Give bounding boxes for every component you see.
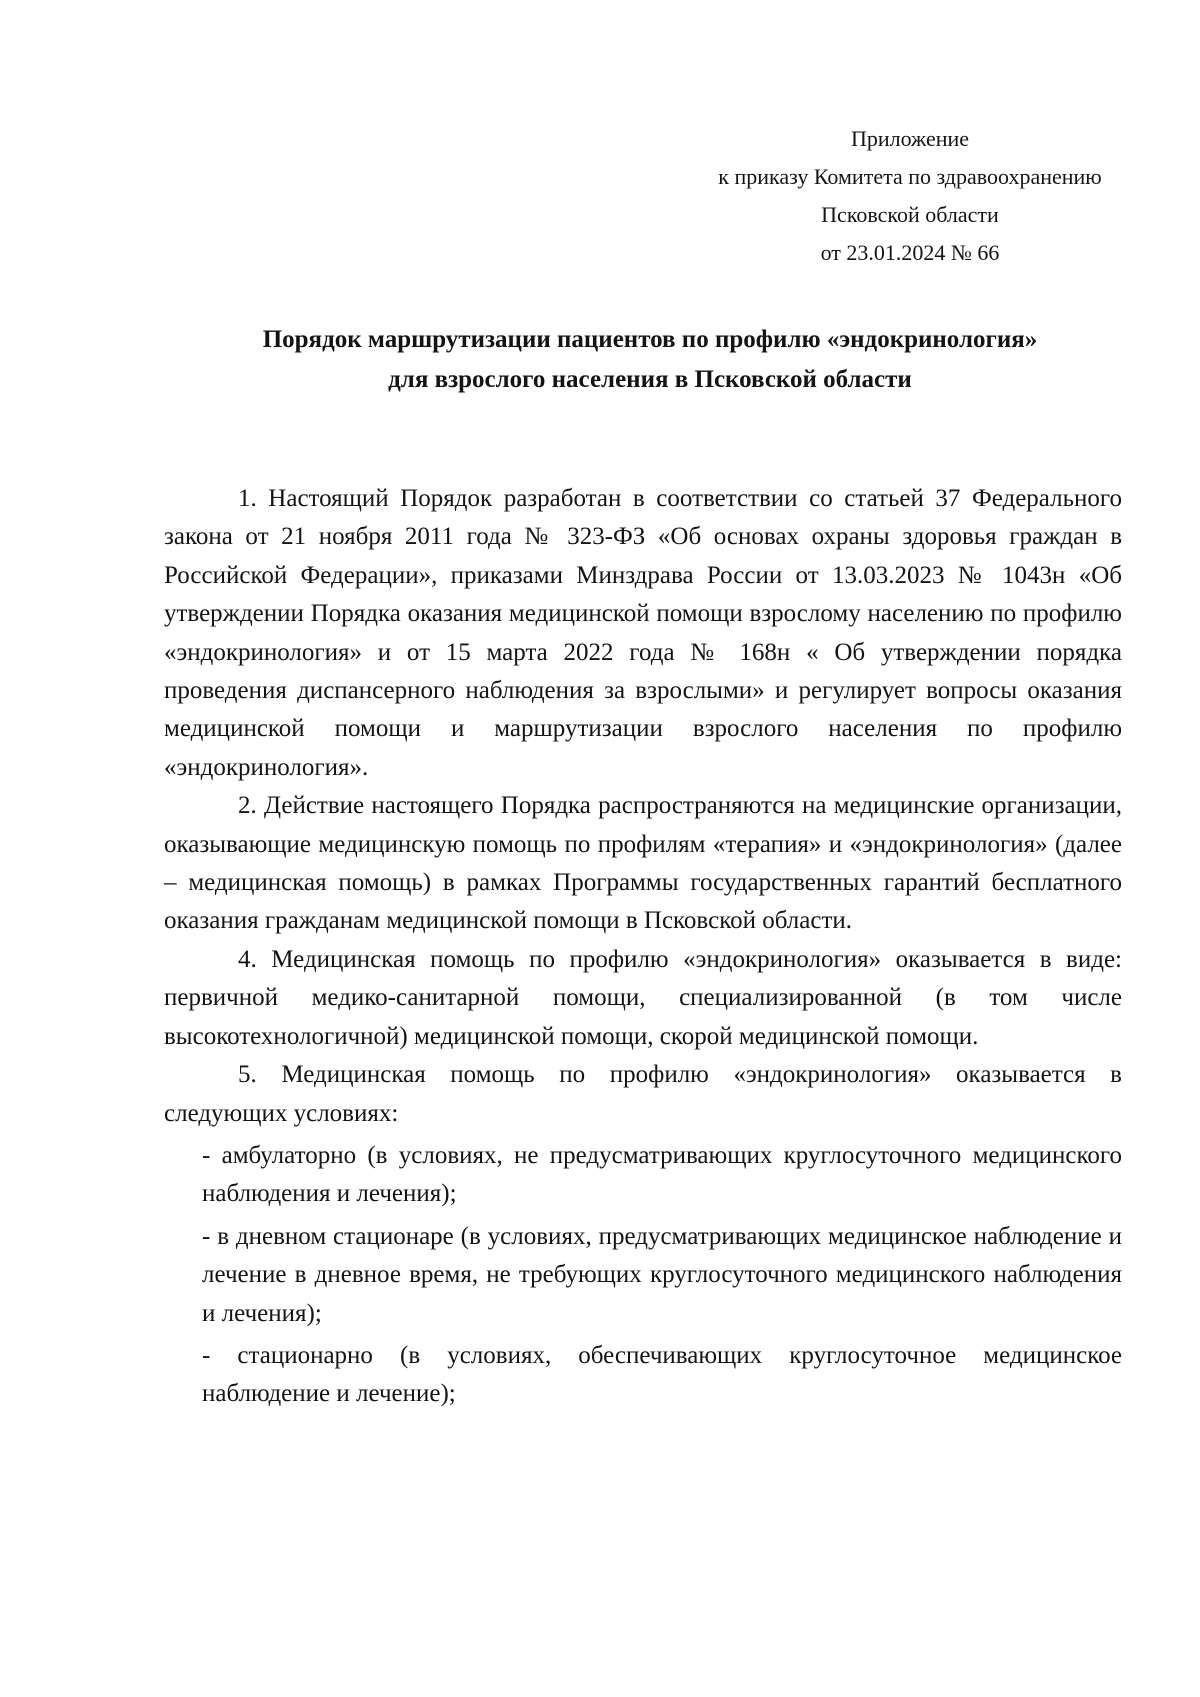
paragraph-4: 4. Медицинская помощь по профилю «эндокринология» оказывается в виде: первичной медико-санитарной помощи, специализированной (в том числе высокотехнологичной) медицинской помощи, скорой медицинской помощи. [164, 945, 1122, 1050]
condition-item-day-hospital: - в дневном стационаре (в условиях, предусматривающих медицинское наблюдение и лечение в дневное время, не требующих круглосуточного медицинского наблюдения и лечения); [202, 1222, 1122, 1327]
condition-item-outpatient: - амбулаторно (в условиях, не предусматривающих круглосуточного медицинского наблюдения и лечения); [202, 1141, 1122, 1208]
title-line-2: для взрослого населения в Псковской области [388, 366, 912, 393]
paragraph-5: 5. Медицинская помощь по профилю «эндокринология» оказывается в следующих условиях: [164, 1061, 1122, 1127]
annex-line-2: к приказу Комитета по здравоохранению [718, 164, 1102, 189]
annex-line-4: от 23.01.2024 № 66 [820, 240, 1000, 265]
annex-header [680, 120, 1140, 272]
document-title [160, 320, 1140, 400]
paragraph-1: 1. Настоящий Порядок разработан в соответствии со статьей 37 Федерального закона от 21 ноября 2011 года № 323-ФЗ «Об основах охраны здоровья граждан в Российской Федерации», приказами Минздрава России от 13.03.2023 № 1043н «Об утверждении Порядка оказания медицинской помощи взрослому населению по профилю «эндокринология» и от 15 марта 2022 года № 168н « Об утверждении порядка проведения диспансерного наблюдения за взрослыми» и регулирует вопросы оказания медицинской помощи и маршрутизации взрослого населения по профилю «эндокринология». [164, 485, 1122, 781]
paragraph-2: 2. Действие настоящего Порядка распространяются на медицинские организации, оказывающие медицинскую помощь по профилям «терапия» и «эндокринология» (далее – медицинская помощь) в рамках Программы государственных гарантий бесплатного оказания гражданам медицинской помощи в Псковской области. [164, 792, 1122, 935]
annex-line-1: Приложение [850, 126, 970, 151]
annex-line-3: Псковской области [821, 202, 999, 227]
condition-item-inpatient: - стационарно (в условиях, обеспечивающих круглосуточное медицинское наблюдение и лечение); [202, 1341, 1122, 1408]
title-line-1: Порядок маршрутизации пациентов по профилю «эндокринология» [262, 326, 1038, 353]
document-body [164, 480, 1122, 1414]
